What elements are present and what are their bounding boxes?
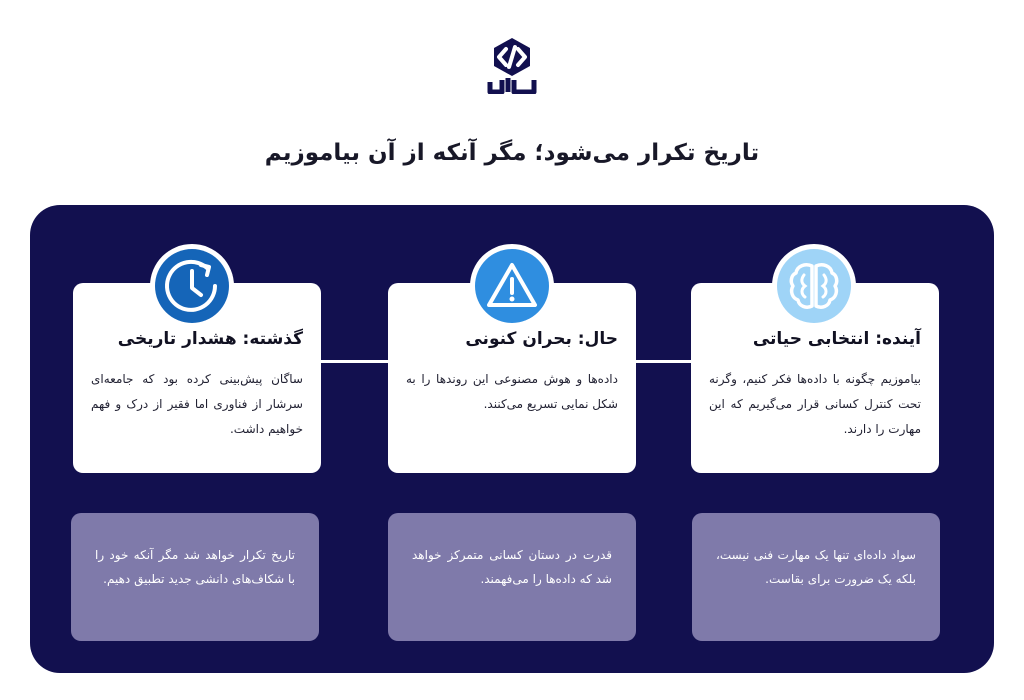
note-past [71, 513, 319, 641]
clock-icon [155, 249, 229, 323]
note-text: قدرت در دستان کسانی متمرکز خواهد شد که داده‌ها را می‌فهمند. [412, 548, 612, 586]
connector-line [636, 360, 692, 363]
note-present [388, 513, 636, 641]
connector-line [321, 360, 389, 363]
card-title: گذشته: هشدار تاریخی [117, 329, 303, 349]
logo-icon [486, 36, 538, 94]
note-text: سواد داده‌ای تنها یک مهارت فنی نیست، بلکه یک ضرورت برای بقاست. [716, 548, 916, 586]
note-text: تاریخ تکرار خواهد شد مگر آنکه خود را با شکاف‌های دانشی جدید تطبیق دهیم. [95, 548, 295, 586]
brain-icon [777, 249, 851, 323]
warning-icon [475, 249, 549, 323]
card-body: داده‌ها و هوش مصنوعی این روندها را به شکل نمایی تسریع می‌کنند. [406, 372, 618, 411]
logo-text [538, 36, 539, 37]
card-body: ساگان پیش‌بینی کرده بود که جامعه‌ای سرشار از فناوری اما فقیر از درک و فهم خواهیم داشت. [91, 372, 303, 436]
card-body: بیاموزیم چگونه با داده‌ها فکر کنیم، وگرنه تحت کنترل کسانی قرار می‌گیریم که این مهارت را دارند. [709, 372, 921, 436]
brand-logo [486, 36, 538, 94]
page-title: تاریخ تکرار می‌شود؛ مگر آنکه از آن بیاموزیم [264, 140, 760, 166]
badge-future [772, 244, 856, 328]
badge-past [150, 244, 234, 328]
note-future [692, 513, 940, 641]
badge-present [470, 244, 554, 328]
card-title: آینده: انتخابی حیاتی [752, 329, 921, 349]
card-title: حال: بحران کنونی [465, 329, 618, 349]
